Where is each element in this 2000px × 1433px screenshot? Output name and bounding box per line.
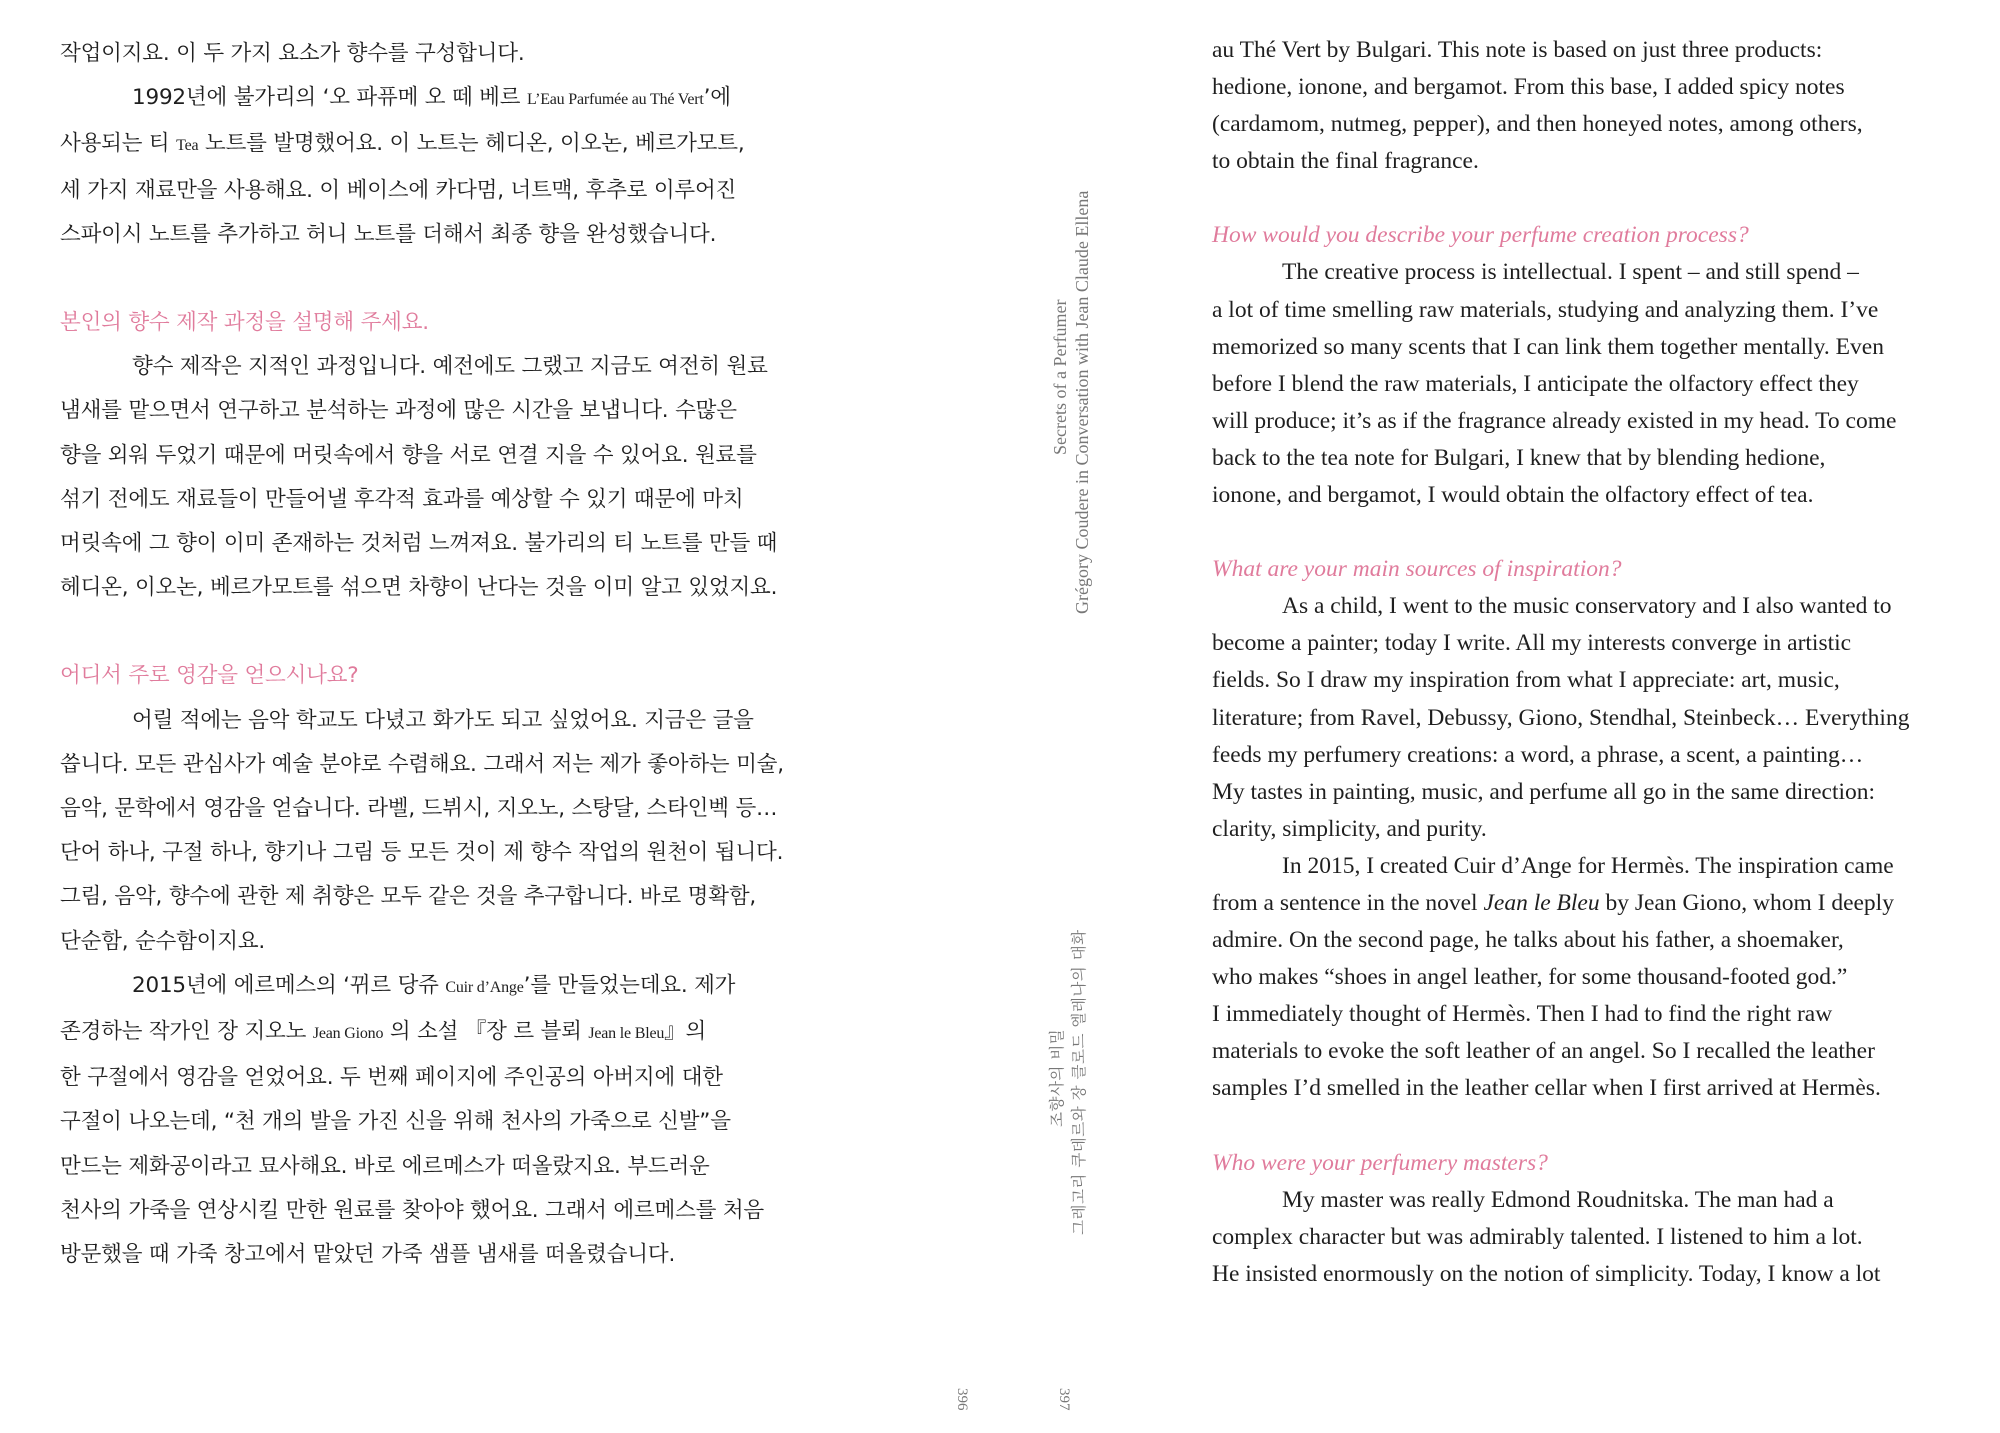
paragraph — [60, 32, 820, 76]
paragraph — [1212, 254, 1972, 514]
text-line: 방문했을 때 가죽 창고에서 맡았던 가죽 샘플 냄새를 떠올렸습니다. — [60, 1242, 676, 1268]
latin-term: Jean le Bleu — [588, 1025, 665, 1043]
text-line: 스파이시 노트를 추가하고 허니 노트를 더해서 최종 향을 완성했습니다. — [60, 221, 717, 247]
text-segment: ’를 만들었는데요. 제가 — [523, 972, 736, 998]
page-number-right: 397 — [1056, 1388, 1072, 1411]
text-line: samples I’d smelled in the leather cellar when I first arrived at Hermès. — [1212, 1075, 1881, 1102]
interview-question: Who were your perfumery masters? — [1212, 1149, 1548, 1176]
paragraph — [60, 345, 820, 610]
text-segment: 의 소설 『장 르 블뢰 — [383, 1019, 589, 1045]
paragraph — [1212, 848, 1972, 1108]
running-head-korean-subtitle: 그레고리 쿠데르와 장 클로드 엘레나의 대화 — [1070, 929, 1088, 1235]
korean-text-column — [60, 32, 820, 1277]
text-segment: 2015년에 에르메스의 ‘뀌르 당쥬 — [132, 972, 446, 998]
text-line: fields. So I draw my inspiration from what I appreciate: art, music, — [1212, 667, 1840, 694]
text-line: literature; from Ravel, Debussy, Giono, Stendhal, Steinbeck… Everything — [1212, 704, 1910, 731]
text-line: 단어 하나, 구절 하나, 향기나 그림 등 모든 것이 제 향수 작업의 원천이 됩니다. — [60, 840, 784, 866]
latin-term: Cuir d’Ange — [445, 978, 524, 996]
text-line: 구절이 나오는데, “천 개의 발을 가진 신을 위해 천사의 가죽으로 신발”을 — [60, 1109, 731, 1135]
paragraph — [1212, 32, 1972, 180]
text-line: become a painter; today I write. All my interests converge in artistic — [1212, 630, 1852, 657]
text-line: I immediately thought of Hermès. Then I had to find the right raw — [1212, 1001, 1833, 1028]
text-segment: 』의 — [664, 1019, 707, 1045]
text-line: 그림, 음악, 향수에 관한 제 취향은 모두 같은 것을 추구합니다. 바로 명확함, — [60, 884, 757, 910]
text-line: 헤디온, 이오논, 베르가모트를 섞으면 차향이 난다는 것을 이미 알고 있었지요. — [60, 575, 778, 601]
interview-question: How would you describe your perfume creation process? — [1212, 222, 1749, 249]
text-line: 음악, 문학에서 영감을 얻습니다. 라벨, 드뷔시, 지오노, 스탕달, 스타인벡 등… — [60, 796, 778, 822]
right-page — [1000, 0, 2000, 1433]
text-line: 작업이지요. 이 두 가지 요소가 향수를 구성합니다. — [60, 41, 525, 66]
text-line: ionone, and bergamot, I would obtain the olfactory effect of tea. — [1212, 482, 1814, 509]
text-line: 향을 외워 두었기 때문에 머릿속에서 향을 서로 연결 지을 수 있어요. 원료를 — [60, 442, 757, 468]
text-line: a lot of time smelling raw materials, studying and analyzing them. I’ve — [1212, 296, 1879, 323]
text-line: My master was really Edmond Roudnitska. The man had a — [1282, 1186, 1834, 1213]
interview-question: 본인의 향수 제작 과정을 설명해 주세요. — [60, 310, 429, 336]
interview-question: What are your main sources of inspiration? — [1212, 556, 1622, 583]
text-line — [60, 1010, 820, 1056]
text-line: 만드는 제화공이라고 묘사해요. 바로 에르메스가 떠올랐지요. 부드러운 — [60, 1153, 710, 1179]
text-line: 천사의 가죽을 연상시킬 만한 원료를 찾아야 했어요. 그래서 에르메스를 처음 — [60, 1197, 764, 1223]
paragraph — [60, 964, 820, 1277]
running-head-english-subtitle: Grégory Coudere in Conversation with Jean Claude Ellena — [1072, 190, 1092, 614]
text-line: au Thé Vert by Bulgari. This note is based on just three products: — [1212, 37, 1823, 63]
text-line: He insisted enormously on the notion of simplicity. Today, I know a lot — [1212, 1260, 1881, 1287]
text-line: 씁니다. 모든 관심사가 예술 분야로 수렴해요. 그래서 저는 제가 좋아하는 미술, — [60, 751, 784, 777]
text-line: In 2015, I created Cuir d’Ange for Hermès. The inspiration came — [1282, 852, 1894, 879]
text-segment: 사용되는 티 — [60, 131, 177, 157]
text-line: 머릿속에 그 향이 이미 존재하는 것처럼 느껴져요. 불가리의 티 노트를 만들 때 — [60, 531, 778, 557]
text-line: The creative process is intellectual. I spent – and still spend – — [1282, 259, 1859, 286]
latin-term: L’Eau Parfumée au Thé Vert — [526, 91, 704, 109]
text-line: before I blend the raw materials, I anticipate the olfactory effect they — [1212, 370, 1859, 397]
text-line: clarity, simplicity, and purity. — [1212, 815, 1487, 842]
text-line: complex character but was admirably talented. I listened to him a lot. — [1212, 1223, 1863, 1250]
latin-term: Jean Giono — [312, 1025, 384, 1043]
interview-question: 어디서 주로 영감을 얻으시나요? — [60, 663, 359, 689]
text-line — [60, 964, 820, 1010]
paragraph — [60, 699, 820, 964]
text-segment: by Jean Giono, whom I deeply — [1599, 889, 1894, 916]
text-segment: 1992년에 불가리의 ‘오 파퓨메 오 떼 베르 — [132, 85, 527, 111]
text-line: 냄새를 맡으면서 연구하고 분석하는 과정에 많은 시간을 보냅니다. 수많은 — [60, 398, 737, 424]
text-segment: ’에 — [703, 85, 731, 111]
text-line — [60, 76, 820, 122]
text-line: My tastes in painting, music, and perfume all go in the same direction: — [1212, 778, 1876, 805]
text-line: materials to evoke the soft leather of an angel. So I recalled the leather — [1212, 1038, 1875, 1065]
text-line: feeds my perfumery creations: a word, a phrase, a scent, a painting… — [1212, 741, 1864, 768]
text-line: 향수 제작은 지적인 과정입니다. 예전에도 그랬고 지금도 여전히 원료 — [132, 354, 768, 380]
text-line: As a child, I went to the music conservatory and I also wanted to — [1282, 593, 1892, 620]
page-number-left: 396 — [954, 1388, 970, 1411]
text-line: hedione, ionone, and bergamot. From this base, I added spicy notes — [1212, 74, 1845, 101]
paragraph — [1212, 588, 1972, 848]
text-line: 한 구절에서 영감을 얻었어요. 두 번째 페이지에 주인공의 아버지에 대한 — [60, 1065, 723, 1091]
book-title: Jean le Bleu — [1483, 889, 1600, 916]
running-head-korean-title: 조향사의 비밀 — [1048, 1028, 1066, 1127]
text-line: back to the tea note for Bulgari, I knew that by blending hedione, — [1212, 444, 1826, 471]
text-line: memorized so many scents that I can link them together mentally. Even — [1212, 333, 1884, 360]
text-line: 섞기 전에도 재료들이 만들어낼 후각적 효과를 예상할 수 있기 때문에 마치 — [60, 486, 744, 512]
text-line: 단순함, 순수함이지요. — [60, 928, 266, 954]
text-line: will produce; it’s as if the fragrance already existed in my head. To come — [1212, 407, 1897, 434]
text-line — [60, 122, 820, 168]
english-text-column — [1212, 32, 1972, 1293]
paragraph — [60, 76, 820, 257]
running-head-english-title: Secrets of a Perfumer — [1050, 299, 1070, 455]
text-line — [1212, 885, 1972, 922]
text-line: 어릴 적에는 음악 학교도 다녔고 화가도 되고 싶었어요. 지금은 글을 — [132, 707, 754, 733]
text-segment: 존경하는 작가인 장 지오노 — [60, 1019, 313, 1045]
text-line: admire. On the second page, he talks about his father, a shoemaker, — [1212, 927, 1844, 954]
text-line: who makes “shoes in angel leather, for some thousand-footed god.” — [1212, 964, 1848, 991]
text-line: to obtain the final fragrance. — [1212, 148, 1479, 175]
text-line: 세 가지 재료만을 사용해요. 이 베이스에 카다멈, 너트맥, 후추로 이루어진 — [60, 177, 737, 203]
text-line: (cardamom, nutmeg, pepper), and then honeyed notes, among others, — [1212, 111, 1863, 138]
text-segment: 노트를 발명했어요. 이 노트는 헤디온, 이오논, 베르가모트, — [198, 131, 745, 157]
latin-term: Tea — [176, 137, 199, 155]
paragraph — [1212, 1182, 1972, 1293]
text-segment: from a sentence in the novel — [1212, 889, 1484, 916]
